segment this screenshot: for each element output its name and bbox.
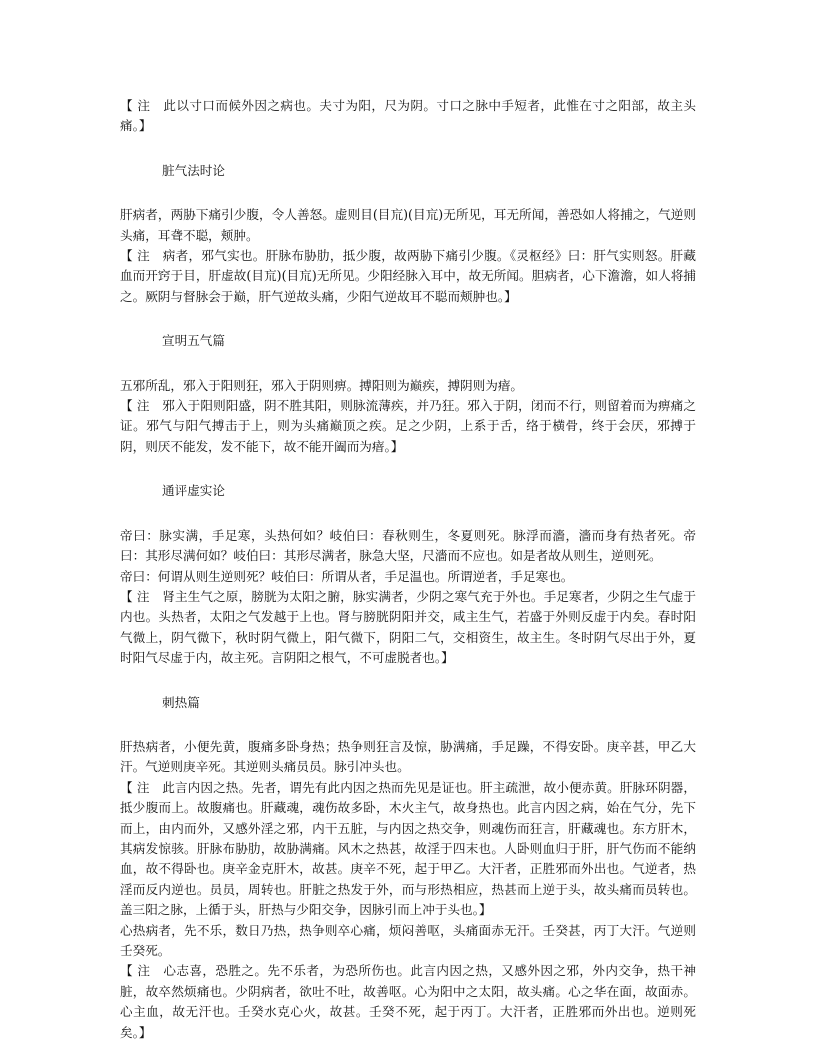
text-paragraph: 肝热病者，小便先黄，腹痛多卧身热；热争则狂言及惊，胁满痛，手足躁，不得安卧。庚辛甚，甲乙大汗。气逆则庚辛死。其逆则头痛员员。脉引冲头也。 — [120, 738, 696, 775]
section-heading: 刺热篇 — [162, 694, 200, 710]
annotation-paragraph: 【 注 此以寸口而候外因之病也。夫寸为阳，尺为阴。寸口之脉中手短者，此惟在寸之阳部，故主头痛。】 — [120, 98, 696, 134]
document-page — [120, 96, 696, 1043]
section-heading: 通评虚实论 — [162, 483, 225, 499]
section-heading: 脏气法时论 — [162, 162, 225, 178]
annotation-paragraph: 【 注 病者，邪气实也。肝脉布胁肋，抵少腹，故两胁下痛引少腹。《灵枢经》曰：肝气实则怒。肝藏血而开窍于目，肝虚故(目巟)(目巟)无所见。少阳经脉入耳中，故无所闻。胆病者，心下澹澹，如人将捕之。厥阴与督脉会于巅，肝气逆故头痛，少阳气逆故耳不聪而颊肿也。】 — [120, 248, 696, 304]
annotation-paragraph: 【 注 此言内因之热。先者，谓先有此内因之热而先见是证也。肝主疏泄，故小便赤黄。肝脉环阴器，抵少腹而上。故腹痛也。肝藏魂，魂伤故多卧，木火主气，故身热也。此言内因之病，始在气分，先下而上，由内而外，又感外淫之邪，内干五脏，与内因之热交争，则魂伤而狂言，肝藏魂也。东方肝木，其病发惊骇。肝脉布胁肋，故胁满痛。风木之热甚，故淫于四末也。人卧则血归于肝，肝气伤而不能纳血，故不得卧也。庚辛金克肝木，故甚。庚辛不死，起于甲乙。大汗者，正胜邪而外出也。气逆者，热淫而反内逆也。员员，周转也。肝脏之热发于外，而与形热相应，热甚而上逆于头，故头痛而员转也。盖三阳之脉，上循于头，肝热与少阳交争，因脉引而上冲于头也。】 — [120, 779, 696, 918]
text-paragraph: 帝曰：脉实满，手足寒，头热何如？岐伯曰：春秋则生，冬夏则死。脉浮而濇，濇而身有热者死。帝曰：其形尽满何如？岐伯曰：其形尽满者，脉急大坚，尺濇而不应也。如是者故从则生，逆则死。 — [120, 527, 696, 564]
annotation-paragraph: 【 注 肾主生气之原，膀胱为太阳之腑，脉实满者，少阴之寒气充于外也。手足寒者，少阴之生气虚于内也。头热者，太阳之气发越于上也。肾与膀胱阴阳并交，咸主生气，若盛于外则反虚于内矣。春时阳气微上，阴气微下，秋时阴气微上，阳气微下，阴阳二气，交相资生，故主生。冬时阴气尽出于外，夏时阳气尽虚于内，故主死。言阴阳之根气，不可虚脱者也。】 — [120, 588, 696, 666]
text-paragraph: 五邪所乱，邪入于阳则狂，邪入于阴则痹。搏阳则为巅疾，搏阴则为瘖。 — [120, 377, 523, 393]
text-paragraph: 肝病者，两胁下痛引少腹，令人善怒。虚则目(目巟)(目巟)无所见，耳无所闻，善恐如人将捕之，气逆则头痛，耳聋不聪，颊肿。 — [120, 207, 696, 243]
text-paragraph: 心热病者，先不乐，数日乃热，热争则卒心痛，烦闷善呕，头痛面赤无汗。壬癸甚，丙丁大汗。气逆则壬癸死。 — [120, 922, 696, 958]
section-heading: 宣明五气篇 — [162, 333, 225, 349]
annotation-paragraph: 【 注 心志喜，恐胜之。先不乐者，为恐所伤也。此言内因之热，又感外因之邪，外内交争，热干神脏，故卒然烦痛也。少阴病者，欲吐不吐，故善呕。心为阳中之太阳，故头痛。心之华在面，故面赤。心主血，故无汗也。壬癸水克心火，故甚。壬癸不死，起于丙丁。大汗者，正胜邪而外出也。逆则死矣。】 — [120, 963, 696, 1040]
text-paragraph: 帝曰：何谓从则生逆则死？岐伯曰：所谓从者，手足温也。所谓逆者，手足寒也。 — [120, 568, 574, 584]
annotation-paragraph: 【 注 邪入于阳则阳盛，阴不胜其阳，则脉流薄疾，并乃狂。邪入于阴，闭而不行，则留着而为痹痛之证。邪气与阳气搏击于上，则为头痛巅顶之疾。足之少阴，上系于舌，络于横骨，终于会厌，邪搏于阴，则厌不能发，发不能下，故不能开阖而为瘖。】 — [120, 398, 696, 454]
